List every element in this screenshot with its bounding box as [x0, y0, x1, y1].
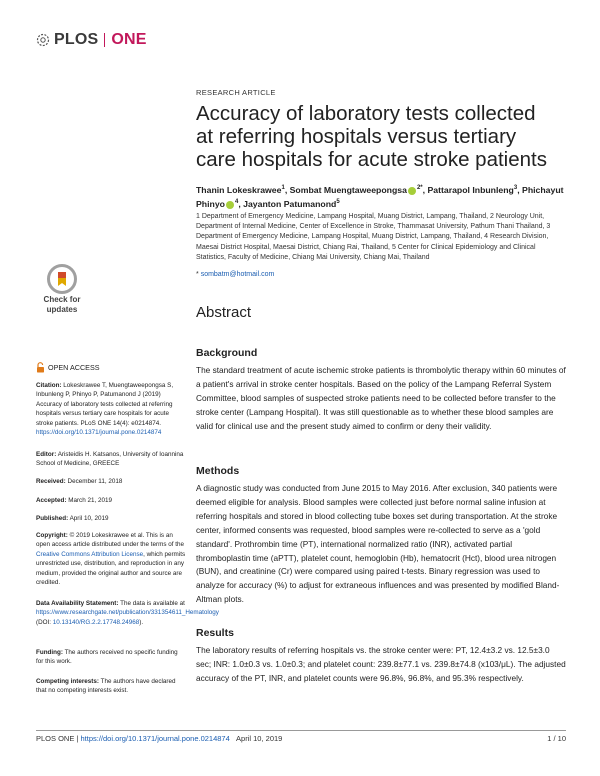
article-title: Accuracy of laboratory tests collected at referring hospitals versus tertiary care hospitals for acute stroke patients	[196, 102, 547, 171]
author-affil-sup: 3	[513, 185, 518, 191]
competing-text: The authors have declared that no competing interests exist.	[36, 678, 176, 695]
copyright-text-b: , which permits unrestricted use, distribution, and reproduction in any medium, provided the original author and source are credited.	[36, 550, 186, 587]
received-block	[36, 477, 186, 486]
author-list	[196, 182, 566, 211]
email-link[interactable]: sombatm@hotmail.com	[200, 271, 275, 278]
published-block	[36, 514, 186, 523]
footer-journal: PLOS ONE	[36, 734, 75, 743]
orcid-icon[interactable]	[226, 201, 234, 209]
data-doi-suffix: ).	[139, 618, 144, 626]
results-heading: Results	[196, 627, 234, 639]
data-doi-prefix: (DOI:	[36, 618, 52, 626]
data-availability-label: Data Availability Statement:	[36, 600, 119, 607]
logo-plos-text: PLOS	[54, 31, 99, 48]
corresponding-email	[196, 271, 274, 278]
accepted-label: Accepted:	[36, 497, 67, 504]
editor-block	[36, 450, 186, 469]
funding-label: Funding:	[36, 649, 63, 656]
author-separator: ,	[422, 184, 428, 195]
accepted-block	[36, 496, 186, 505]
author-separator: ,	[284, 184, 290, 195]
accepted-date: March 21, 2019	[68, 497, 112, 504]
affiliations: 1 Department of Emergency Medicine, Lampang Hospital, Muang District, Lampang, Thailand, 2 Neurology Unit, Department of Internal Medicine, Center of Excellence in Stroke, Thammasat University, Pathum Thani Thailand, 3 Department of Emergency Medicine, Lampang Hospital, Muang District, Lampang, Thailand, 4 Research Division, Maesai District Hospital, Maesai District, Chiang Rai, Thailand, 5 Center for Clinical Epidemiology and Clinical Statistics, Faculty of Medicine, Chiang Mai University, Chiang Mai, Thailand	[196, 213, 551, 261]
copyright-label: Copyright:	[36, 532, 68, 539]
author-name[interactable]: Jayanton Patumanond	[243, 199, 337, 210]
check-updates-line1: Check for	[43, 295, 81, 304]
published-label: Published:	[36, 515, 69, 522]
open-access-badge	[36, 362, 100, 373]
footer-sep: |	[74, 734, 81, 743]
article-type: RESEARCH ARTICLE	[196, 88, 276, 97]
check-updates-line2: updates	[46, 304, 78, 314]
methods-heading: Methods	[196, 465, 240, 477]
funding-block	[36, 648, 186, 667]
competing-interests-block	[36, 677, 186, 696]
results-text: The laboratory results of referring hospitals vs. the stroke center were: PT, 12.4±3.2 vs. 12.5±3.0 sec; INR: 1.0±0.3 vs. 1.0±0.3; and platelet count: 239.8±77.1 vs. 239.8±74.8 (x103/μL). The adjusted accuracy of the PT, INR, and platelet counts were 96.8%, 96.8%, and 95.3% respectively.	[196, 645, 566, 683]
author-name[interactable]: Phichayut Phinyo	[196, 184, 564, 210]
author-affil-sup: 5	[336, 199, 340, 206]
data-link[interactable]: https://www.researchgate.net/publication/331354611_Hematology	[36, 609, 219, 617]
author-affil-sup: 4	[234, 199, 239, 206]
plos-one-logo	[36, 30, 147, 50]
author-separator: ,	[238, 199, 244, 210]
background-heading: Background	[196, 347, 258, 359]
footer-date: April 10, 2019	[236, 734, 283, 743]
data-availability-block	[36, 599, 219, 627]
logo-divider	[104, 33, 105, 47]
author-separator: ,	[517, 184, 523, 195]
citation-text: Lokeskrawee T, Muengtaweepongsa S, Inbunleng P, Phinyo P, Patumanond J (2019) Accuracy of laboratory tests collected at referring hospitals versus tertiary care hospitals for acute stroke patients. PLoS ONE 14(4): e0214874.	[36, 382, 174, 427]
editor-label: Editor:	[36, 451, 57, 458]
plos-logo-icon	[36, 33, 50, 47]
open-lock-icon	[36, 362, 45, 373]
received-date: December 11, 2018	[67, 478, 123, 485]
footer-doi-link[interactable]: https://doi.org/10.1371/journal.pone.0214874	[80, 734, 230, 743]
citation-label: Citation:	[36, 382, 62, 389]
author-affil-sup: 2	[416, 185, 421, 191]
methods-text: A diagnostic study was conducted from June 2015 to May 2016. After exclusion, 340 patients were deemed eligible for analysis. Blood samples were collected just before normal saline infusion at referring hospitals and stored in blood collecting tube boxes set during transportation. At the stroke center, informed consents was requested, blood samples were re-collected to serve as a 'gold standard'. Prothrombin time (PT), international normalized ratio (INR), activated partial thromboplastin time (aPTT), platelet count, hemoglobin (Hb), hematocrit (Hct), blood urea nitrogen (BUN), and creatinine (Cr) were compared using paired t-tests. Binary regression was used to analyze for accuracy (%) to adjust for extraneous influences and was presented by modified Bland-Altman plots.	[196, 483, 560, 605]
bookmark-icon	[47, 264, 77, 294]
author-affil-sup: 1	[281, 185, 285, 191]
background-text: The standard treatment of acute ischemic stroke patients is thrombolytic therapy within 60 minutes of a patient's arrival in stroke center hospitals. Based on the policy of the Lampang Referral System Committee, blood samples of suspected stroke patients need to be collected before transfer to the stroke center (Lampang Hospital). It was still questionable as to whether these blood samples are valid for clinical use and the present study aimed to confirm or deny their validity.	[196, 365, 566, 431]
corresponding-star: *	[420, 185, 423, 191]
copyright-text-a: © 2019 Lokeskrawee et al. This is an open access article distributed under the terms of the	[36, 532, 185, 549]
published-date: April 10, 2019	[69, 515, 109, 522]
logo-one-text: ONE	[111, 31, 147, 48]
author-name[interactable]: Pattarapol Inbunleng	[427, 184, 514, 195]
data-doi-link[interactable]: 10.13140/RG.2.2.17748.24968	[52, 618, 140, 626]
license-link[interactable]: Creative Commons Attribution License	[36, 550, 144, 558]
funding-text: The authors received no specific funding for this work.	[36, 649, 178, 666]
footer-divider	[36, 730, 566, 731]
received-label: Received:	[36, 478, 66, 485]
abstract-heading: Abstract	[196, 304, 252, 321]
author-name[interactable]: Sombat Muengtaweepongsa	[289, 184, 407, 195]
orcid-icon[interactable]	[408, 187, 416, 195]
author-name[interactable]: Thanin Lokeskrawee	[196, 184, 282, 195]
copyright-block	[36, 531, 186, 587]
corresponding-star: *	[196, 271, 199, 278]
editor-text: Aristeidis H. Katsanos, University of Ioannina School of Medicine, GREECE	[36, 451, 184, 468]
check-for-updates-badge[interactable]	[38, 264, 86, 324]
check-updates-label	[38, 295, 86, 314]
data-availability-text: The data is available at	[120, 600, 185, 607]
citation-doi-link[interactable]: https://doi.org/10.1371/journal.pone.0214874	[36, 429, 162, 437]
page-footer	[36, 734, 566, 743]
citation-block	[36, 381, 186, 437]
competing-label: Competing interests:	[36, 678, 99, 685]
open-access-label: OPEN ACCESS	[48, 363, 100, 372]
page-number: 1 / 10	[547, 734, 566, 743]
